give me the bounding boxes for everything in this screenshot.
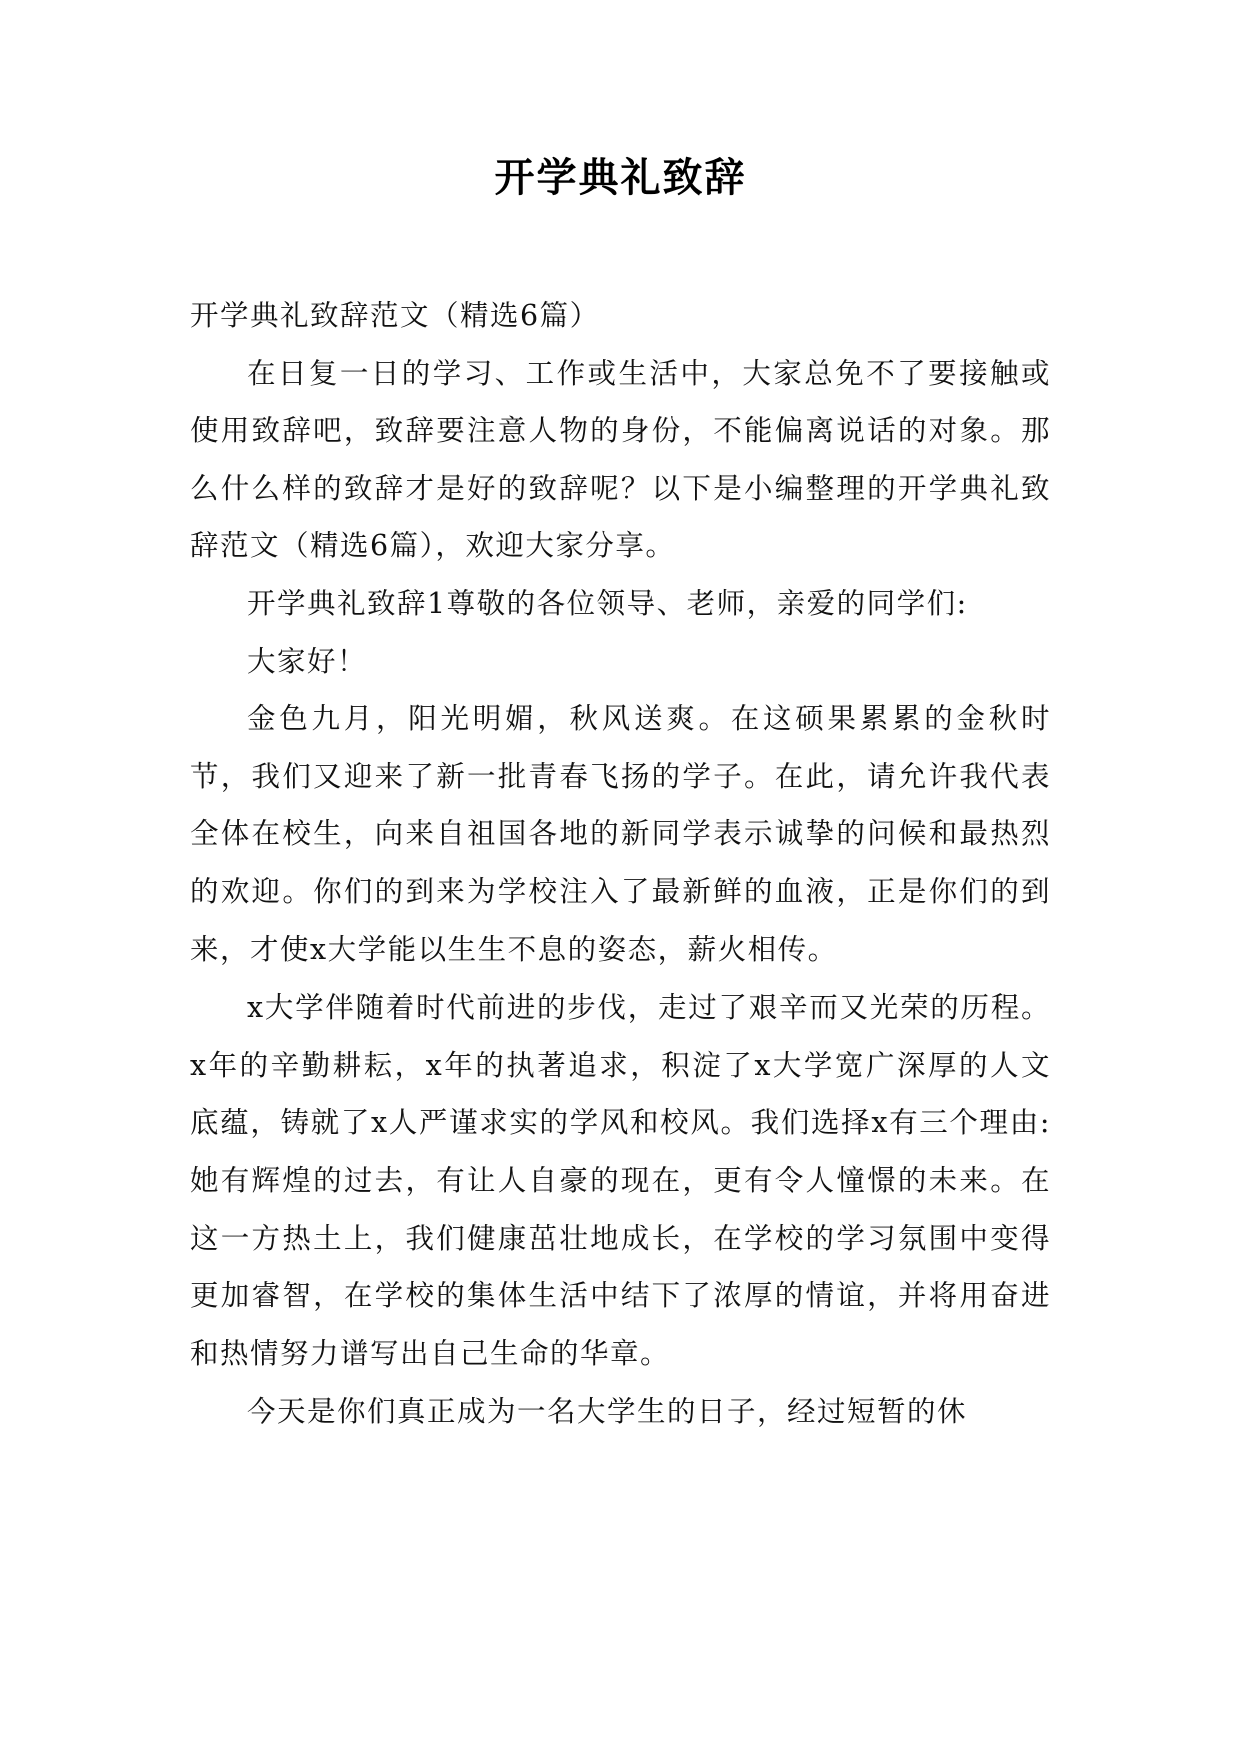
history-paragraph: x大学伴随着时代前进的步伐，走过了艰辛而又光荣的历程。x年的辛勤耕耘，x年的执著追求，积淀了x大学宽广深厚的人文底蕴，铸就了x人严谨求实的学风和校风。我们选择x有三个理由:她有辉煌的过去，有让人自豪的现在，更有令人憧憬的未来。在这一方热土上，我们健康茁壮地成长，在学校的学习氛围中变得更加睿智，在学校的集体生活中结下了浓厚的情谊，并将用奋进和热情努力谱写出自己生命的华章。	[190, 991, 1051, 1370]
today-paragraph: 今天是你们真正成为一名大学生的日子，经过短暂的休	[247, 1395, 968, 1429]
document-subtitle: 开学典礼致辞范文（精选6篇）	[190, 299, 600, 332]
document-body	[190, 287, 1051, 1441]
intro-paragraph: 在日复一日的学习、工作或生活中，大家总免不了要接触或使用致辞吧，致辞要注意人物的身份，不能偏离说话的对象。那么什么样的致辞才是好的致辞呢？以下是小编整理的开学典礼致辞范文（精选6篇），欢迎大家分享。	[190, 356, 1051, 563]
welcome-paragraph: 金色九月，阳光明媚，秋风送爽。在这硕果累累的金秋时节，我们又迎来了新一批青春飞扬的学子。在此，请允许我代表全体在校生，向来自祖国各地的新同学表示诚挚的问候和最热烈的欢迎。你们的到来为学校注入了最新鲜的血液，正是你们的到来，才使x大学能以生生不息的姿态，薪火相传。	[190, 702, 1051, 966]
speech-heading-paragraph: 开学典礼致辞1尊敬的各位领导、老师，亲爱的同学们:	[247, 586, 968, 620]
document-title: 开学典礼致辞	[494, 155, 747, 201]
greeting-paragraph: 大家好！	[247, 644, 368, 678]
